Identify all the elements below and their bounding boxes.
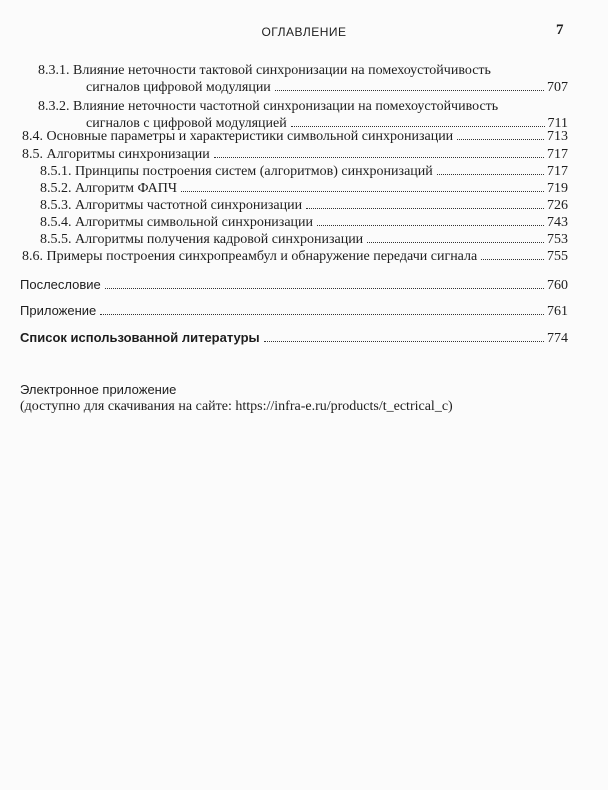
toc-entry-page: 719 [547, 181, 568, 196]
toc-entry-title: Алгоритмы символьной синхронизации [75, 215, 314, 230]
toc-entry-title: Послесловие [20, 277, 101, 292]
toc-entry-8-5-5[interactable] [40, 231, 568, 248]
leader-dots [317, 225, 544, 226]
toc-entry-page: 726 [547, 198, 568, 213]
toc-entry-number: 8.5.1. [40, 164, 72, 179]
toc-entry-page: 753 [547, 232, 568, 247]
leader-dots [264, 341, 544, 342]
toc-entry-page: 713 [547, 129, 568, 144]
leader-dots [367, 242, 544, 243]
toc-entry-8-4[interactable] [22, 128, 568, 145]
toc-entry-number: 8.3.1. [38, 63, 70, 78]
toc-entry-page: 717 [547, 147, 568, 162]
toc-entry-title-line1: Влияние неточности частотной синхронизации на помехоустойчивость [73, 99, 499, 114]
toc-entry-page: 743 [547, 215, 568, 230]
toc-entry-afterword[interactable] [20, 276, 568, 294]
leader-dots [275, 90, 544, 91]
leader-dots [291, 126, 545, 127]
leader-dots [481, 259, 544, 260]
toc-entry-number: 8.3.2. [38, 99, 70, 114]
toc-entry-title-line2: сигналов цифровой модуляции [86, 80, 271, 95]
leader-dots [100, 314, 544, 315]
toc-entry-title: Примеры построения синхропреамбул и обнаружение передачи сигнала [46, 249, 478, 264]
toc-entry-appendix[interactable] [20, 302, 568, 320]
leader-dots [105, 288, 544, 289]
toc-entry-title-line1: Влияние неточности тактовой синхронизации на помехоустойчивость [73, 63, 491, 78]
toc-entry-page: 755 [547, 249, 568, 264]
toc-entry-number: 8.5. [22, 147, 43, 162]
toc-entry-number: 8.5.2. [40, 181, 72, 196]
toc-entry-number: 8.6. [22, 249, 43, 264]
toc-entry-title: Алгоритмы частотной синхронизации [75, 198, 303, 213]
page-number: 7 [556, 22, 564, 38]
toc-entry-page: 711 [547, 116, 568, 131]
toc-entry-page: 774 [547, 331, 568, 346]
toc-entry-title: Основные параметры и характеристики символьной синхронизации [46, 129, 454, 144]
toc-entry-8-5-3[interactable] [40, 197, 568, 214]
toc-entry-page: 717 [547, 164, 568, 179]
toc-entry-8-3-2[interactable] [38, 98, 568, 132]
toc-entry-title: Алгоритм ФАПЧ [75, 181, 177, 196]
electronic-appendix-note[interactable]: (доступно для скачивания на сайте: https://infra-e.ru/products/t_ectrical_c) [20, 399, 453, 414]
toc-entry-number: 8.5.4. [40, 215, 72, 230]
toc-entry-8-5[interactable] [22, 146, 568, 163]
toc-entry-8-6[interactable] [22, 248, 568, 265]
leader-dots [457, 139, 544, 140]
leader-dots [214, 157, 544, 158]
leader-dots [437, 174, 544, 175]
toc-entry-title-line2: сигналов с цифровой модуляцией [86, 116, 287, 131]
toc-entry-page: 760 [547, 278, 568, 293]
toc-entry-number: 8.4. [22, 129, 43, 144]
toc-entry-title: Алгоритмы получения кадровой синхронизации [75, 232, 364, 247]
toc-entry-8-5-1[interactable] [40, 163, 568, 180]
toc-entry-number: 8.5.3. [40, 198, 72, 213]
toc-entry-title: Алгоритмы синхронизации [46, 147, 210, 162]
leader-dots [306, 208, 544, 209]
toc-entry-references[interactable] [20, 329, 568, 347]
electronic-appendix-title: Электронное приложение [20, 382, 177, 397]
toc-entry-page: 707 [547, 80, 568, 95]
toc-entry-title: Список использованной литературы [20, 330, 260, 345]
toc-entry-number: 8.5.5. [40, 232, 72, 247]
toc-entry-8-5-4[interactable] [40, 214, 568, 231]
page-title: ОГЛАВЛЕНИЕ [261, 25, 347, 39]
toc-entry-8-3-1[interactable] [38, 62, 568, 96]
toc-entry-page: 761 [547, 304, 568, 319]
toc-entry-title: Приложение [20, 303, 97, 318]
toc-entry-title: Принципы построения систем (алгоритмов) синхронизаций [75, 164, 433, 179]
leader-dots [181, 191, 544, 192]
toc-entry-8-5-2[interactable] [40, 180, 568, 197]
